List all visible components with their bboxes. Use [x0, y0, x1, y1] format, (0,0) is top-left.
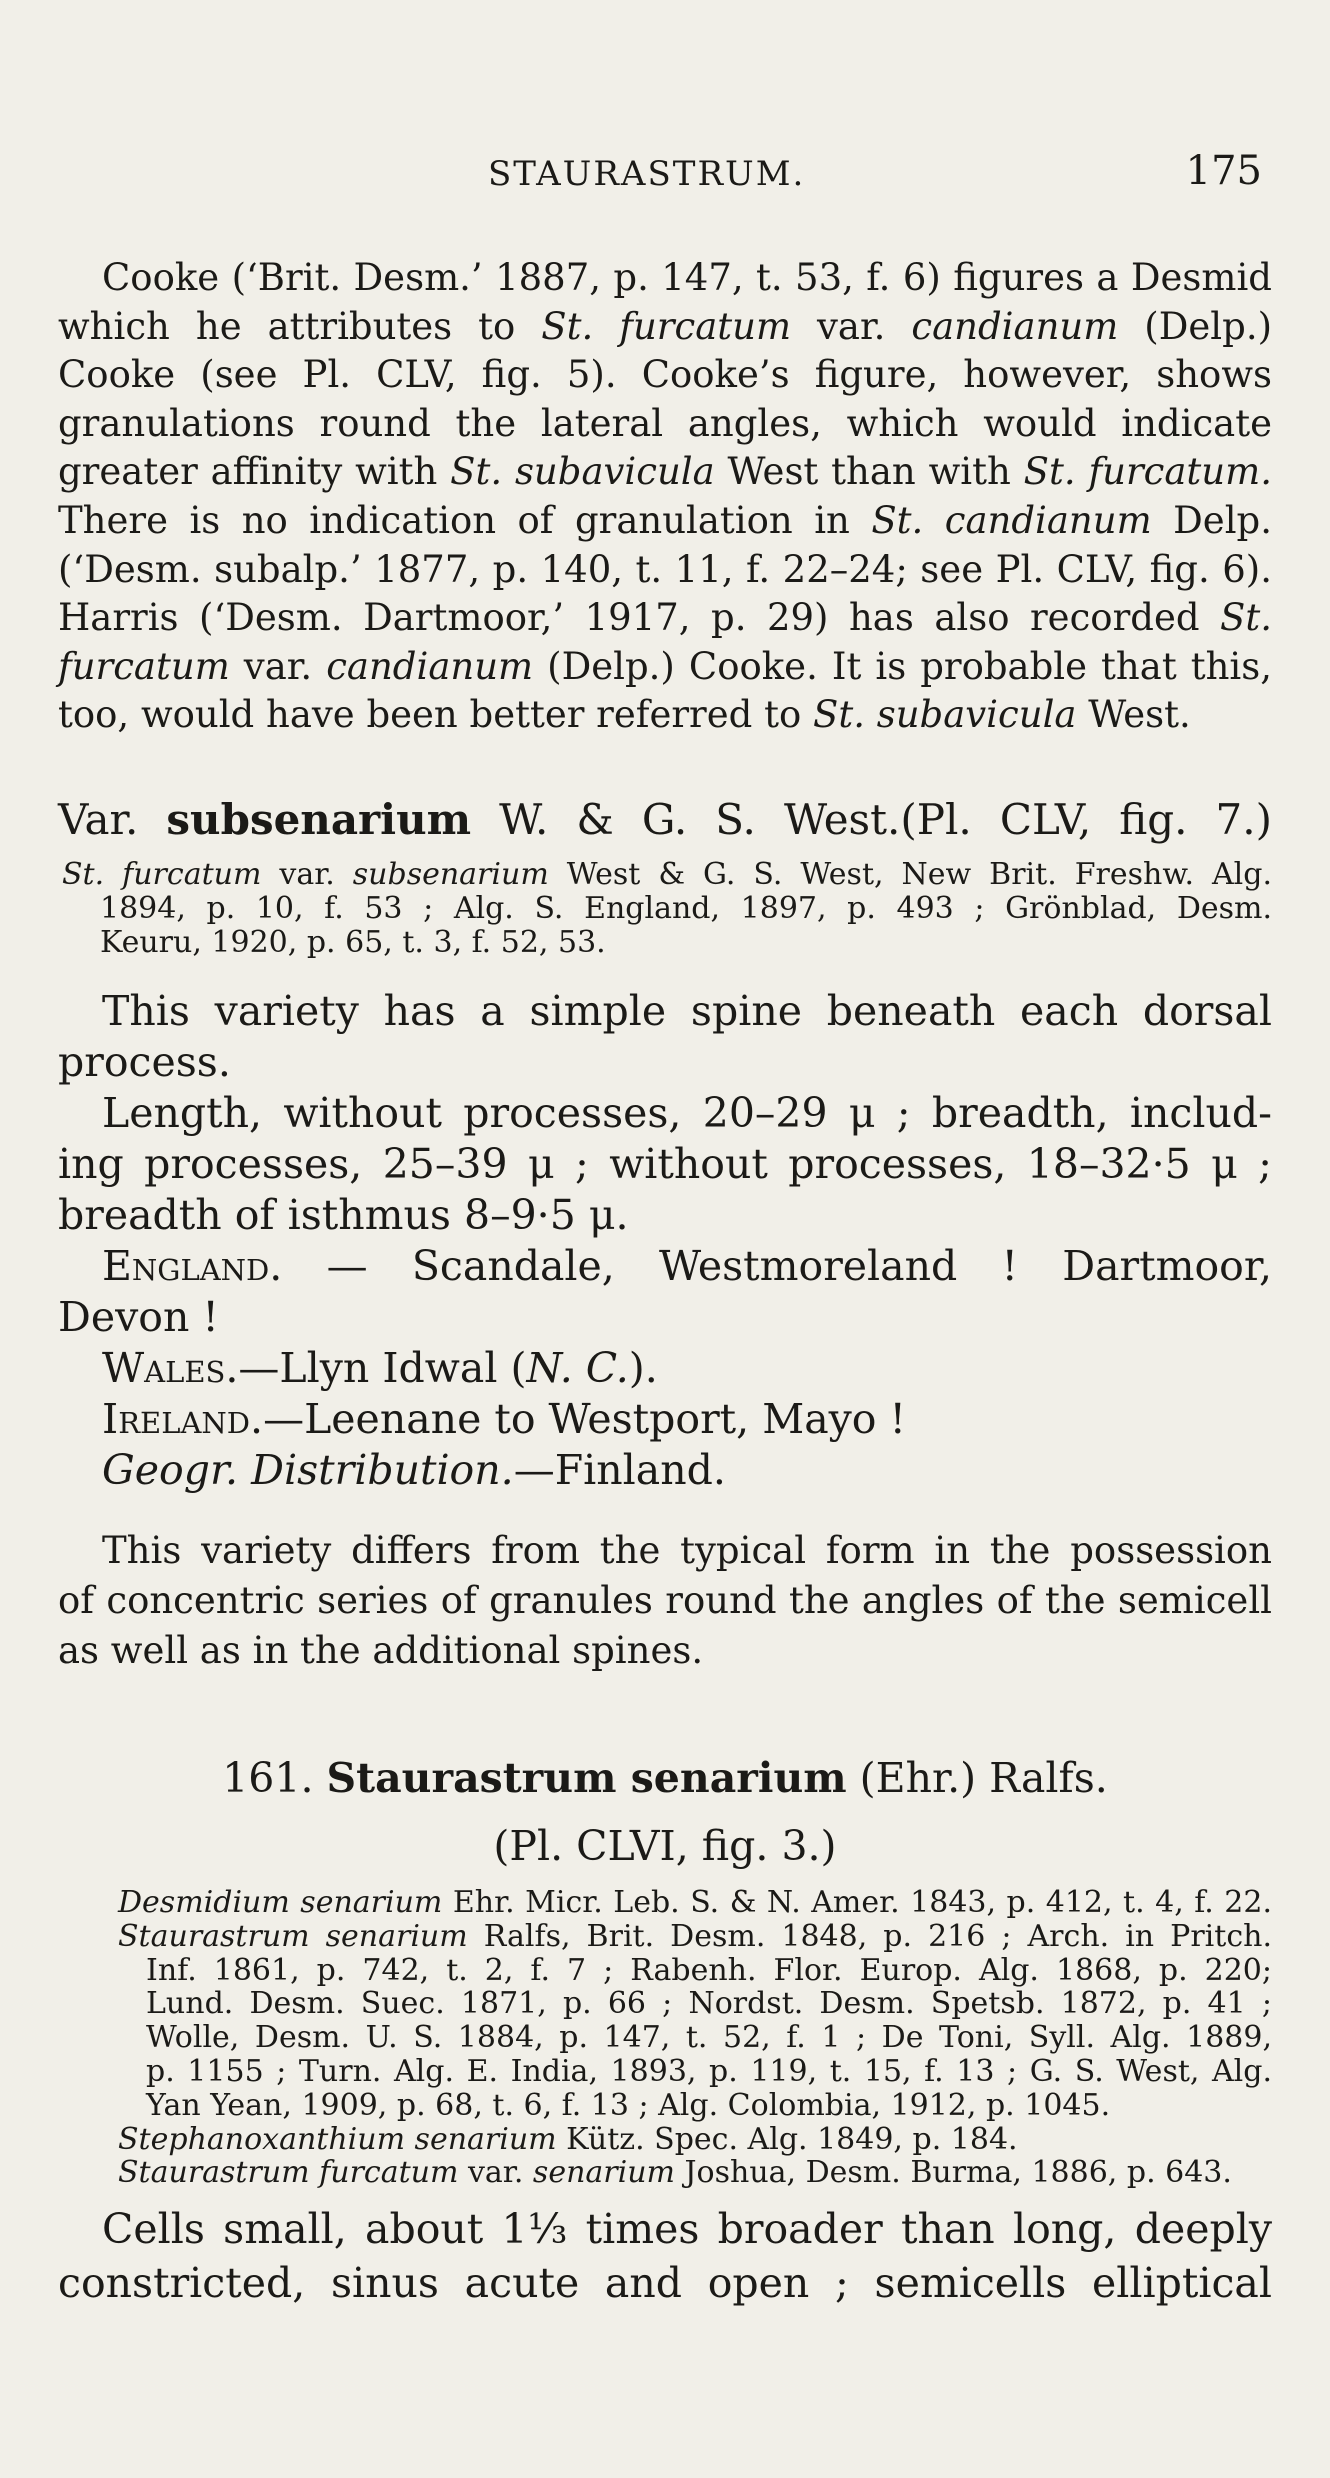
reference-line: Desmidium senarium Ehr. Micr. Leb. S. & N. Amer. 1843, p. 412, t. 4, f. 22.	[118, 1885, 1272, 1920]
note-line: as well as in the additional spines.	[58, 1629, 704, 1672]
distribution-england-cont: Devon !	[58, 1293, 219, 1341]
variety-note	[58, 1526, 1272, 1676]
paragraph-line: There is no indication of granulation in St. candianum Delp.	[58, 498, 1272, 542]
paragraph-line: Cooke (‘Brit. Desm.’ 1887, p. 147, t. 53, f. 6) figures a Desmid	[102, 256, 1272, 299]
species-name: Staurastrum senarium	[326, 1754, 847, 1802]
reference-line: Stephanoxanthium senarium Kütz. Spec. Alg. 1849, p. 184.	[118, 2121, 1018, 2157]
variety-name: subsenarium	[166, 795, 472, 844]
note-line: of concentric series of granules round the angles of the semicell	[58, 1579, 1272, 1622]
page-header	[58, 148, 1272, 198]
description-line: ing processes, 25–39 μ ; without processes, 18–32·5 μ ;	[58, 1140, 1272, 1188]
paragraph-line: furcatum var. candianum (Delp.) Cooke. It is probable that this,	[58, 644, 1272, 688]
description-line: constricted, sinus acute and open ; semicells elliptical	[58, 2259, 1272, 2307]
reference-line: Keuru, 1920, p. 65, t. 3, f. 52, 53.	[100, 924, 606, 960]
variety-references	[58, 858, 1272, 959]
distribution-wales: Wales.—Llyn Idwal (N. C.).	[102, 1344, 658, 1392]
running-title: STAURASTRUM.	[488, 154, 806, 194]
description-line: Length, without processes, 20–29 μ ; breadth, includ-	[102, 1089, 1272, 1137]
paragraph-line: (‘Desm. subalp.’ 1877, p. 140, t. 11, f. 22–24; see Pl. CLV, fig. 6).	[58, 547, 1272, 591]
paragraph-line: which he attributes to St. furcatum var. candianum (Delp.)	[58, 304, 1273, 348]
variety-heading: Var. subsenarium W. & G. S. West.(Pl. CLV, fig. 7.)	[58, 795, 1273, 844]
reference-line: 1894, p. 10, f. 53 ; Alg. S. England, 1897, p. 493 ; Grönblad, Desm.	[100, 890, 1272, 926]
reference-line: p. 1155 ; Turn. Alg. E. India, 1893, p. 119, t. 15, f. 13 ; G. S. West, Alg.	[146, 2053, 1272, 2089]
distribution-ireland: Ireland.—Leenane to Westport, Mayo !	[102, 1395, 906, 1443]
variety-description	[58, 986, 1272, 1496]
distribution-geographic: Geogr. Distribution.—Finland.	[102, 1446, 726, 1494]
note-line: This variety differs from the typical form in the possession	[102, 1529, 1272, 1572]
variety-plate-ref: (Pl. CLV, fig. 7.)	[900, 795, 1273, 844]
description-line: breadth of isthmus 8–9·5 μ.	[58, 1191, 629, 1239]
reference-line: Staurastrum furcatum var. senarium Joshua, Desm. Burma, 1886, p. 643.	[118, 2155, 1232, 2191]
paragraph-line: greater affinity with St. subavicula West than with St. furcatum.	[58, 450, 1272, 494]
reference-line: St. furcatum var. subsenarium West & G. S. West, New Brit. Freshw. Alg.	[62, 857, 1272, 892]
species-description	[58, 2202, 1272, 2310]
reference-line: Yan Yean, 1909, p. 68, t. 6, f. 13 ; Alg. Colombia, 1912, p. 1045.	[146, 2087, 1111, 2123]
intro-paragraph	[58, 254, 1272, 740]
species-references	[58, 1886, 1272, 2190]
species-heading: 161. Staurastrum senarium (Ehr.) Ralfs. (Pl. CLVI, fig. 3.)	[58, 1744, 1272, 1880]
description-line: Cells small, about 1⅓ times broader than long, deeply	[102, 2205, 1272, 2253]
reference-line: Wolle, Desm. U. S. 1884, p. 147, t. 52, f. 1 ; De Toni, Syll. Alg. 1889,	[146, 2020, 1272, 2056]
paragraph-line: too, would have been better referred to St. subavicula West.	[58, 693, 1191, 737]
paragraph-line: Cooke (see Pl. CLV, fig. 5). Cooke’s figure, however, shows	[58, 353, 1272, 397]
reference-line: Staurastrum senarium Ralfs, Brit. Desm. 1848, p. 216 ; Arch. in Pritch.	[118, 1918, 1272, 1954]
page-number: 175	[1185, 148, 1262, 194]
species-plate-ref: (Pl. CLVI, fig. 3.)	[493, 1822, 837, 1870]
paragraph-line: granulations round the lateral angles, which would indicate	[58, 401, 1272, 445]
distribution-england: England. — Scandale, Westmoreland ! Dartmoor,	[102, 1242, 1272, 1290]
description-line: process.	[58, 1038, 231, 1086]
reference-line: Inf. 1861, p. 742, t. 2, f. 7 ; Rabenh. Flor. Europ. Alg. 1868, p. 220;	[146, 1952, 1272, 1988]
description-line: This variety has a simple spine beneath each dorsal	[102, 987, 1272, 1035]
reference-line: Lund. Desm. Suec. 1871, p. 66 ; Nordst. Desm. Spetsb. 1872, p. 41 ;	[146, 1986, 1272, 2022]
paragraph-line: Harris (‘Desm. Dartmoor,’ 1917, p. 29) has also recorded St.	[58, 596, 1272, 640]
